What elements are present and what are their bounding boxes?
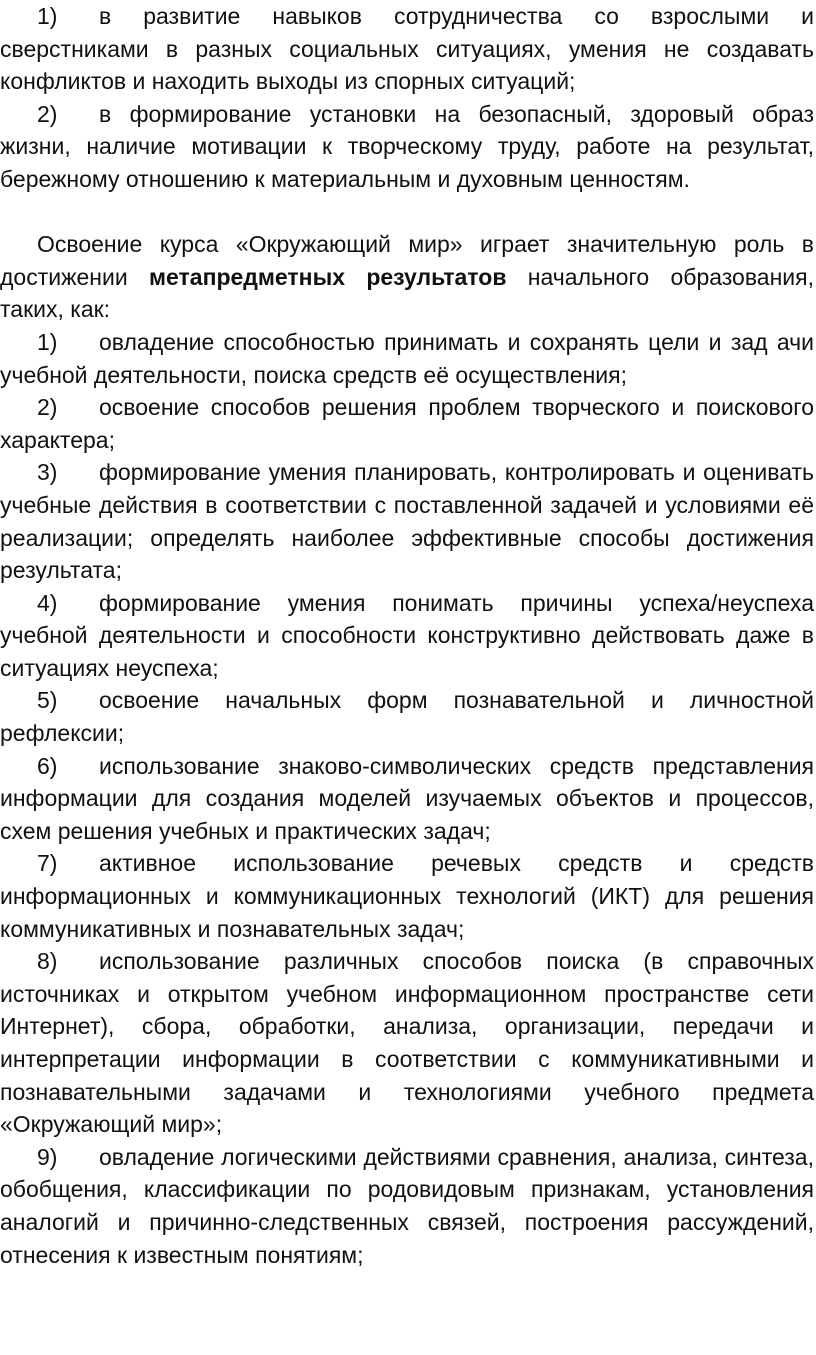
- item-number: 2): [37, 394, 58, 421]
- item-text: использование знаково-символических средств представления информации для создания моделей изучаемых объектов и процессов, схем решения учебных и практических задач;: [0, 752, 814, 844]
- list-item: [0, 0, 814, 98]
- list-item: [0, 684, 814, 749]
- intro-paragraph: [0, 228, 814, 326]
- item-number: 5): [37, 687, 58, 714]
- item-text: использование различных способов поиска (в справочных источниках и открытом учебном информационном пространстве сети Интернет), сбора, обработки, анализа, организации, передачи и интерпретации информации в соответствии с коммуникативными и познавательными задачами и технологиями учебного предмета «Окружающий мир»;: [0, 948, 814, 1138]
- list-item: [0, 847, 814, 945]
- item-text: активное использование речевых средств и средств информационных и коммуникационных технологий (ИКТ) для решения коммуникативных и познавательных задач;: [0, 850, 814, 942]
- intro-text-after: начального образования, таких, как:: [0, 263, 814, 323]
- item-text: овладение логическими действиями сравнения, анализа, синтеза, обобщения, классификации по родовидовым признакам, установления аналогий и причинно-следственных связей, построения рассуждений, отнесения к известным понятиям;: [0, 1143, 814, 1268]
- item-number: 9): [37, 1143, 58, 1170]
- list-item: [0, 750, 814, 848]
- item-text: в развитие навыков сотрудничества со взрослыми и сверстниками в разных социальных ситуациях, умения не создавать конфликтов и находить выходы из спорных ситуаций;: [0, 3, 814, 95]
- list-item: [0, 98, 814, 196]
- item-text: формирование умения планировать, контролировать и оценивать учебные действия в соответствии с поставленной задачей и условиями её реализации; определять наиболее эффективные способы достижения результата;: [0, 459, 814, 584]
- item-text: овладение способностью принимать и сохранять цели и зад ачи учебной деятельности, поиска средств её осуществления;: [0, 328, 814, 388]
- item-number: 6): [37, 752, 58, 779]
- list-item: [0, 391, 814, 456]
- item-number: 2): [37, 100, 58, 127]
- list-item: [0, 456, 814, 586]
- list-item: [0, 587, 814, 685]
- intro-text-before: Освоение курса «Окружающий мир» играет значительную роль в достижении: [0, 231, 814, 290]
- list-item: [0, 945, 814, 1141]
- item-text: освоение способов решения проблем творческого и поискового характера;: [0, 394, 814, 453]
- paragraph-gap: [0, 196, 814, 229]
- item-number: 1): [37, 328, 58, 355]
- item-number: 8): [37, 948, 58, 975]
- item-number: 4): [37, 589, 58, 616]
- list-item: [0, 1141, 814, 1271]
- item-text: в формирование установки на безопасный, здоровый образ жизни, наличие мотивации к творческому труду, работе на результат, бережному отношению к материальным и духовным ценностям.: [0, 100, 814, 192]
- item-number: 3): [37, 459, 58, 486]
- item-text: освоение начальных форм познавательной и личностной рефлексии;: [0, 687, 814, 747]
- item-number: 1): [37, 3, 58, 29]
- list-item: [0, 326, 814, 391]
- item-text: формирование умения понимать причины успеха/неуспеха учебной деятельности и способности конструктивно действовать даже в ситуациях неуспеха;: [0, 589, 814, 681]
- item-number: 7): [37, 850, 58, 877]
- intro-bold-term: метапредметных результатов: [149, 263, 507, 290]
